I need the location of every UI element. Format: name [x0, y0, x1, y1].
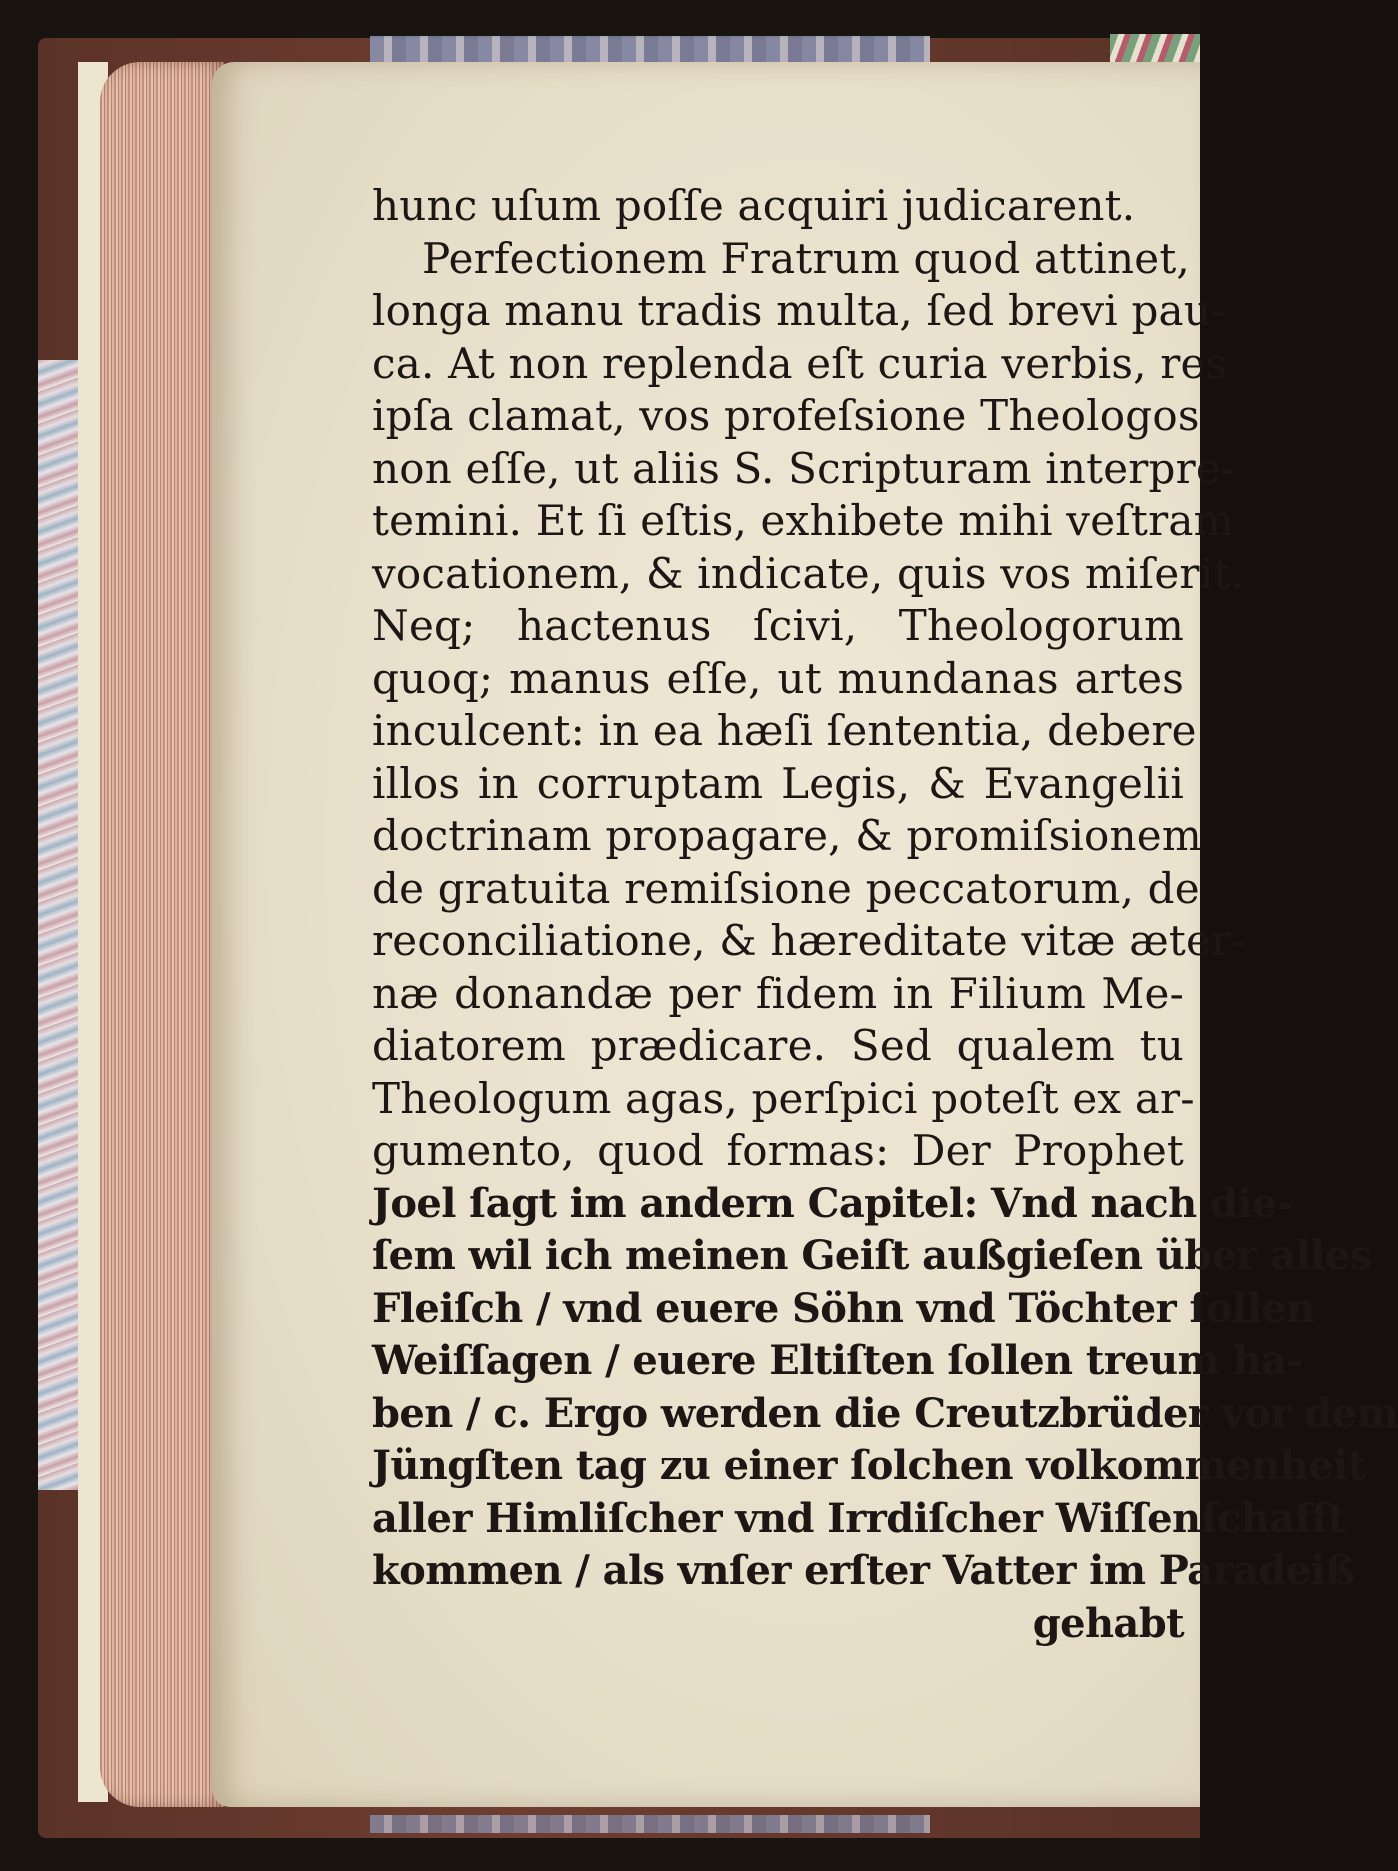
text-line: non eſſe, ut aliis S. Scripturam interpre- — [372, 443, 1236, 493]
text-line: ſem wil ich meinen Geiſt außgieſen über alles — [372, 1232, 1372, 1279]
page-text — [372, 180, 1398, 1650]
text-line: Weiſſagen / euere Eltiſten ſollen treum ha- — [372, 1337, 1303, 1384]
text-line: quoq; manus eſſe, ut mundanas artes — [372, 653, 1184, 703]
text-line: ben / c. Ergo werden die Creutzbrüder vor dem — [372, 1389, 1398, 1437]
text-line: kommen / als vnſer erſter Vatter im Paradeiß — [372, 1547, 1355, 1594]
text-line: ipſa clamat, vos profeſsione Theologos — [372, 391, 1200, 440]
text-line: Perfectionem Fratrum quod attinet, — [422, 233, 1190, 283]
text-line: diatorem prædicare. Sed qualem tu — [372, 1021, 1184, 1070]
text-line: temini. Et ſi eſtis, exhibete mihi veſtram — [372, 496, 1234, 545]
page-edges — [100, 62, 224, 1807]
text-line: næ donandæ per fidem in Filium Me- — [372, 968, 1184, 1018]
text-line: vocationem, & indicate, quis vos miſerit. — [372, 548, 1244, 598]
text-line: Neq; hactenus ſcivi, Theologorum — [372, 601, 1184, 650]
text-line: doctrinam propagare, & promiſsionem — [372, 811, 1202, 860]
text-line: ca. At non replenda eſt curia verbis, res — [372, 338, 1228, 388]
marbled-endpaper — [38, 360, 80, 1490]
text-line: gumento, quod formas: Der Prophet — [372, 1126, 1184, 1175]
text-line: Fleiſch / vnd euere Söhn vnd Töchter ſollen — [372, 1284, 1315, 1332]
text-line: Joel ſagt im andern Capitel: Vnd nach die- — [372, 1179, 1293, 1227]
catchword: gehabt — [1032, 1599, 1184, 1647]
text-line: reconciliatione, & hæreditate vitæ æter- — [372, 916, 1246, 965]
text-line: Theologum agas, perſpici poteſt ex ar- — [372, 1073, 1195, 1123]
text-line: hunc uſum poſſe acquiri judicarent. — [372, 181, 1136, 230]
ribbon-bookmark — [1110, 34, 1200, 64]
text-line: Jüngſten tag zu einer ſolchen volkommenheit — [372, 1442, 1366, 1489]
text-line: illos in corruptam Legis, & Evangelii — [372, 758, 1184, 808]
headband — [370, 36, 930, 62]
text-line: inculcent: in ea hæſi ſententia, debere — [372, 706, 1197, 755]
text-line: longa manu tradis multa, ſed brevi pau- — [372, 286, 1226, 335]
text-line: aller Himliſcher vnd Irrdiſcher Wiſſenſchafft — [372, 1494, 1346, 1542]
tailband — [370, 1815, 930, 1833]
text-line: de gratuita remiſsione peccatorum, de — [372, 863, 1200, 913]
